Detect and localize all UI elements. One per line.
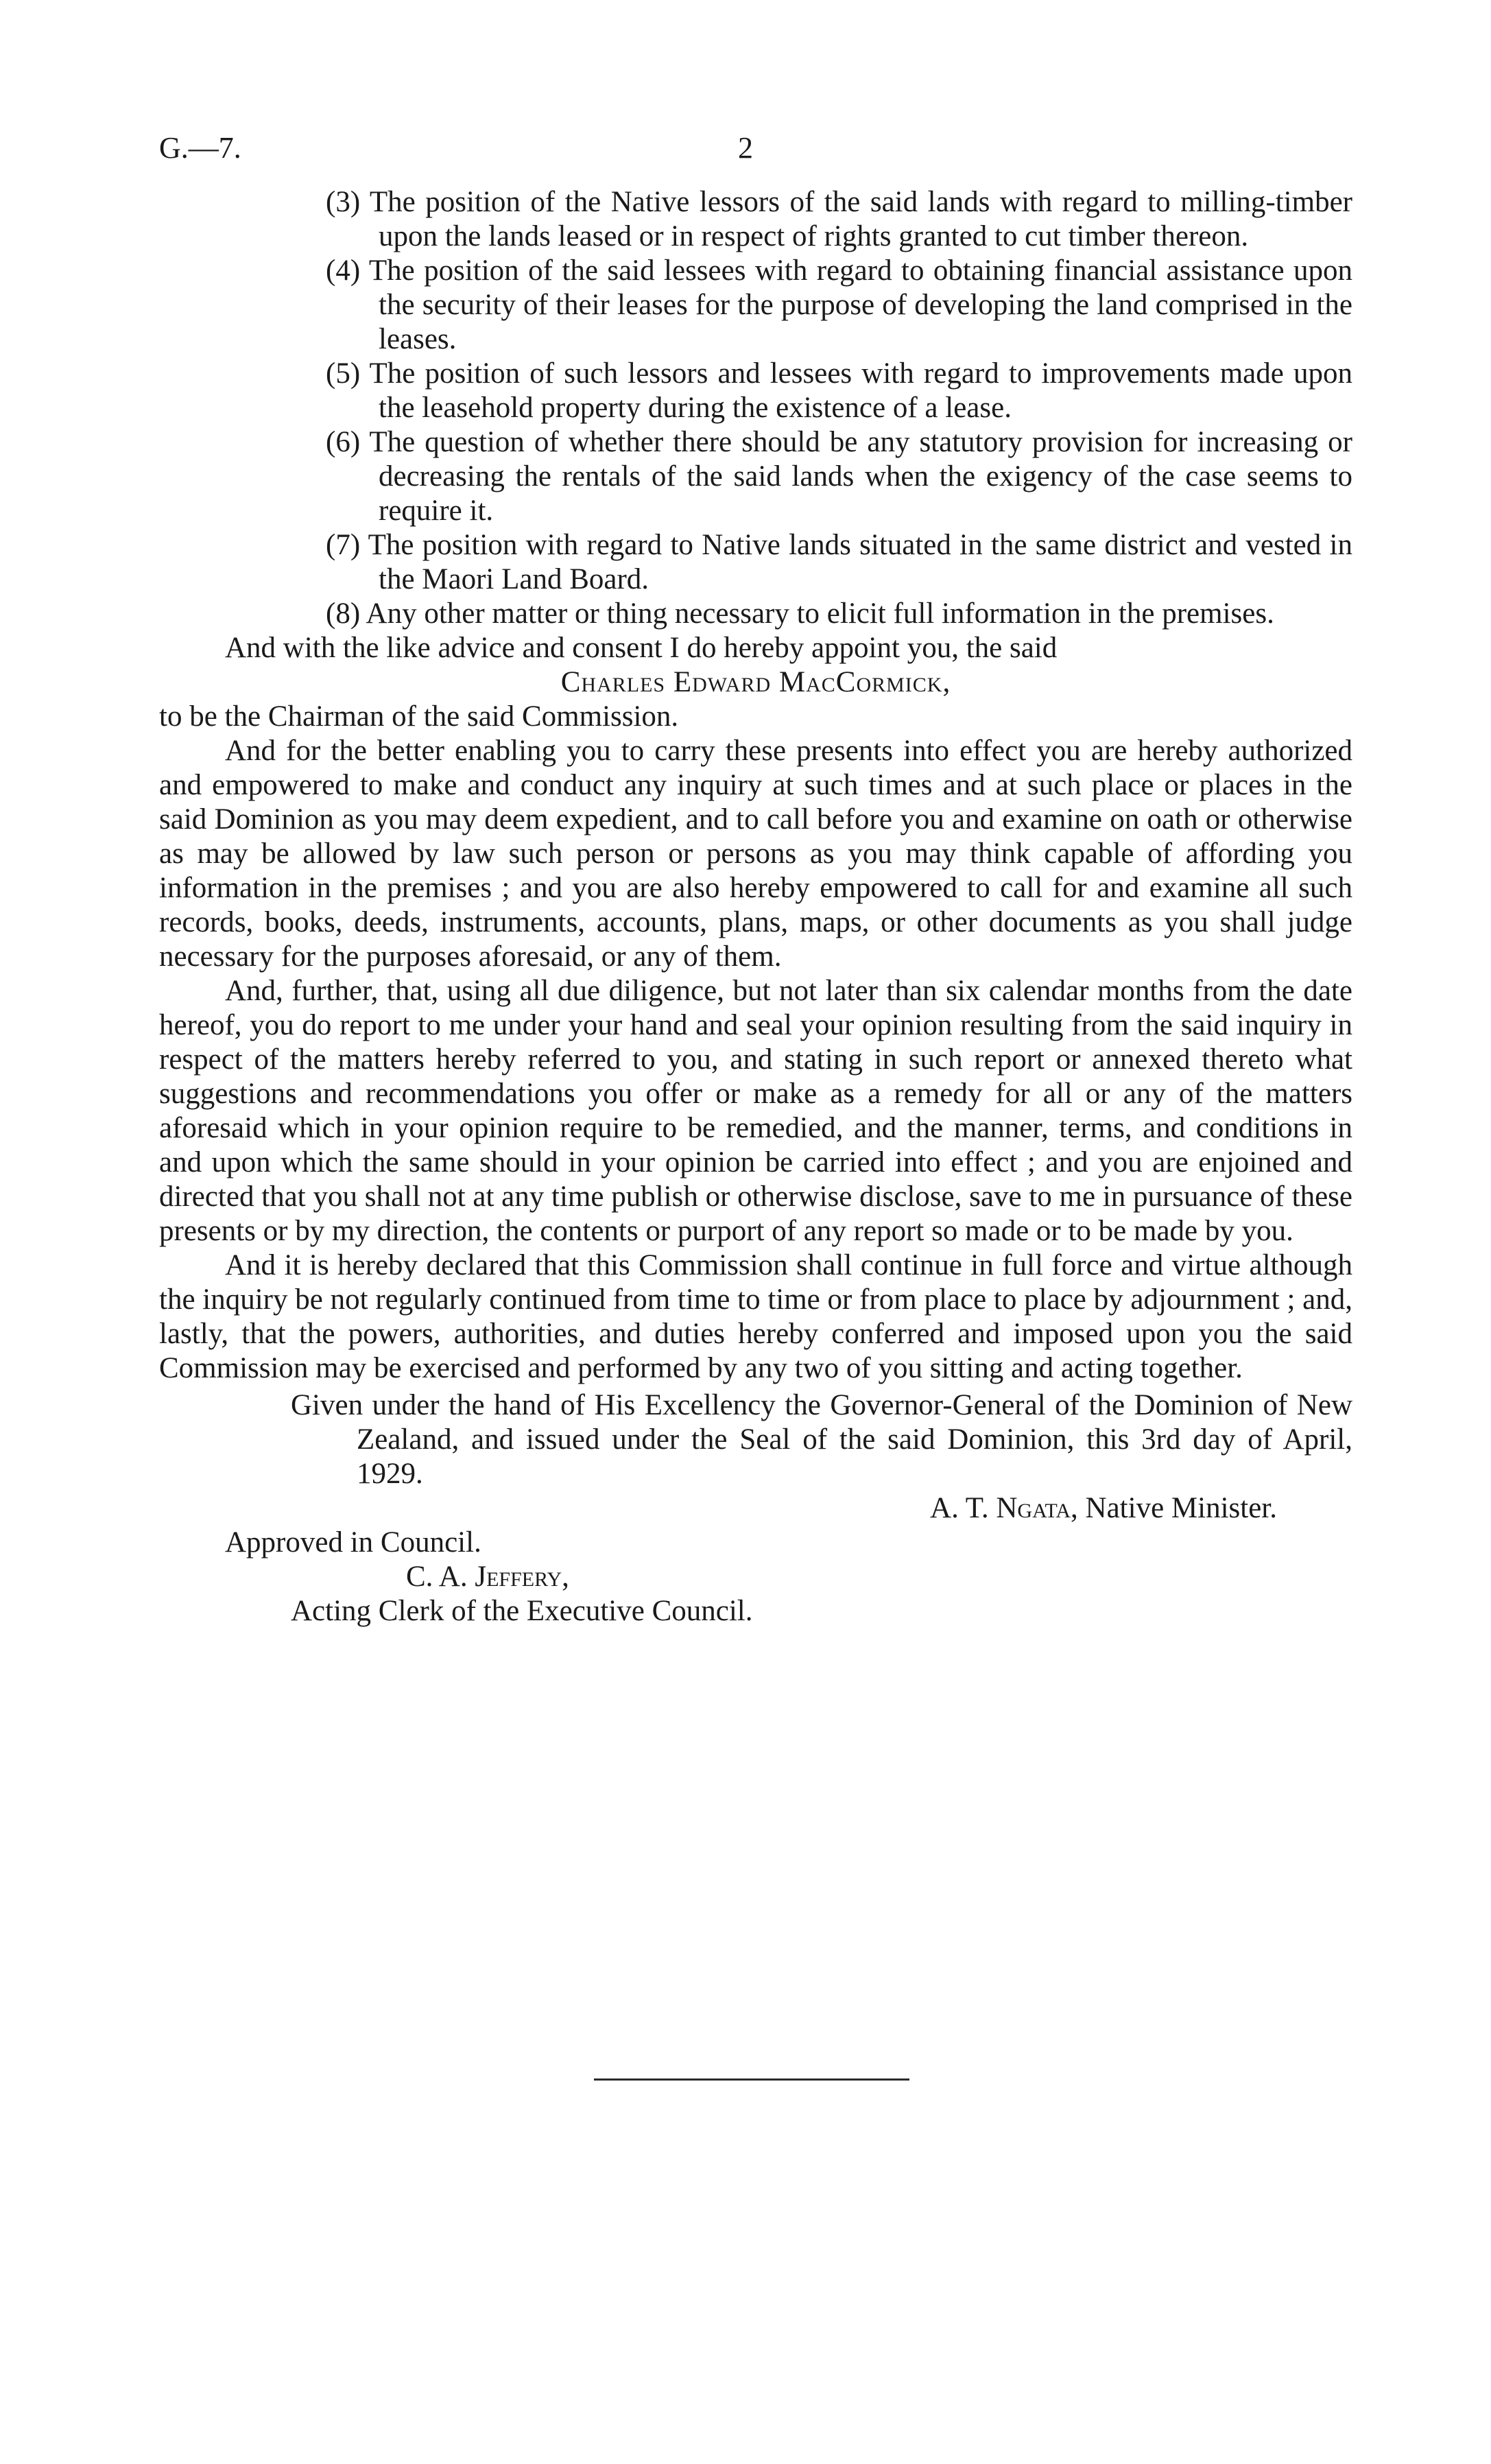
clerk-name: C. A. Jeffery, <box>406 1561 569 1593</box>
item-text: The position of the said lessees with regard to obtaining financial assistance upon the security of their leases for the purpose of developing the land comprised in the leases. <box>368 254 1352 355</box>
item-number: (7) <box>326 529 361 561</box>
item-text: The position of such lessors and lessees with regard to improvements made upon the leasehold property during the existence of a lease. <box>369 357 1352 424</box>
page-number: 2 <box>738 131 753 165</box>
chairman-role: to be the Chairman of the said Commission. <box>159 700 679 733</box>
item-text: The position with regard to Native lands situated in the same district and vested in the Maori Land Board. <box>368 529 1352 595</box>
clerk-title: Acting Clerk of the Executive Council. <box>291 1595 753 1627</box>
item-number: (3) <box>326 186 361 218</box>
approved-in-council: Approved in Council. <box>225 1526 481 1559</box>
appointment-intro: And with the like advice and consent I do hereby appoint you, the said <box>225 632 1058 664</box>
item-text: Any other matter or thing necessary to elicit full information in the premises. <box>366 597 1274 630</box>
item-text: The position of the Native lessors of the said lands with regard to milling-timber upon the lands leased or in respect of rights granted to cut timber thereon. <box>369 186 1352 252</box>
item-number: (5) <box>326 357 361 390</box>
list-item <box>159 185 1352 254</box>
item-number: (8) <box>326 597 361 630</box>
list-item <box>159 597 1352 631</box>
given-clause: Given under the hand of His Excellency the Governor-General of the Dominion of New Zealand, and issued under the Seal of the said Dominion, this 3rd day of April, 1929. <box>291 1389 1352 1490</box>
list-item <box>159 254 1352 357</box>
item-number: (4) <box>326 254 361 287</box>
item-text: The question of whether there should be any statutory provision for increasing or decreasing the rentals of the said lands when the exigency of the case seems to require it. <box>369 426 1352 527</box>
minister-title: Native Minister. <box>1085 1492 1277 1524</box>
list-item <box>159 528 1352 597</box>
paragraph-powers: And for the better enabling you to carry these presents into effect you are hereby authorized and empowered to make and conduct any inquiry at such times and at such place or places in the said Dominion as you may deem expedient, and to call before you and examine on oath or otherwise as may be allowed by law such person or persons as you may think capable of affording you information in the premises ; and you are also hereby empowered to call for and examine all such records, books, deeds, instruments, accounts, plans, maps, or other documents as you shall judge necessary for the purposes aforesaid, or any of them. <box>159 735 1352 973</box>
chairman-name: Charles Edward MacCormick, <box>560 666 951 698</box>
paragraph-continuance: And it is hereby declared that this Commission shall continue in full force and virtue although the inquiry be not regularly continued from time to time or from place to place by adjournment ; and, lastly, that the powers, authorities, and duties hereby conferred and imposed upon you the said Commission may be exercised and performed by any two of you sitting and acting together. <box>159 1249 1352 1384</box>
paragraph-report: And, further, that, using all due diligence, but not later than six calendar months from the date hereof, you do report to me under your hand and seal your opinion resulting from the said inquiry in respect of the matters hereby referred to you, and stating in such report or annexed thereto what suggestions and recommendations you offer or make as a remedy for all or any of the matters aforesaid which in your opinion require to be remedied, and the manner, terms, and conditions in and upon which the same should in your opinion be carried into effect ; and you are enjoined and directed that you shall not at any time publish or otherwise disclose, save to me in pursuance of these presents or by my direction, the contents or purport of any report so made or to be made by you. <box>159 975 1352 1247</box>
document-reference: G.—7. <box>159 131 241 165</box>
document-body <box>159 185 1352 1628</box>
minister-name: A. T. Ngata, <box>930 1492 1078 1524</box>
closing-rule <box>594 2078 909 2081</box>
list-item <box>159 357 1352 425</box>
item-number: (6) <box>326 426 361 458</box>
list-item <box>159 425 1352 528</box>
minister-signature <box>159 1491 1352 1526</box>
